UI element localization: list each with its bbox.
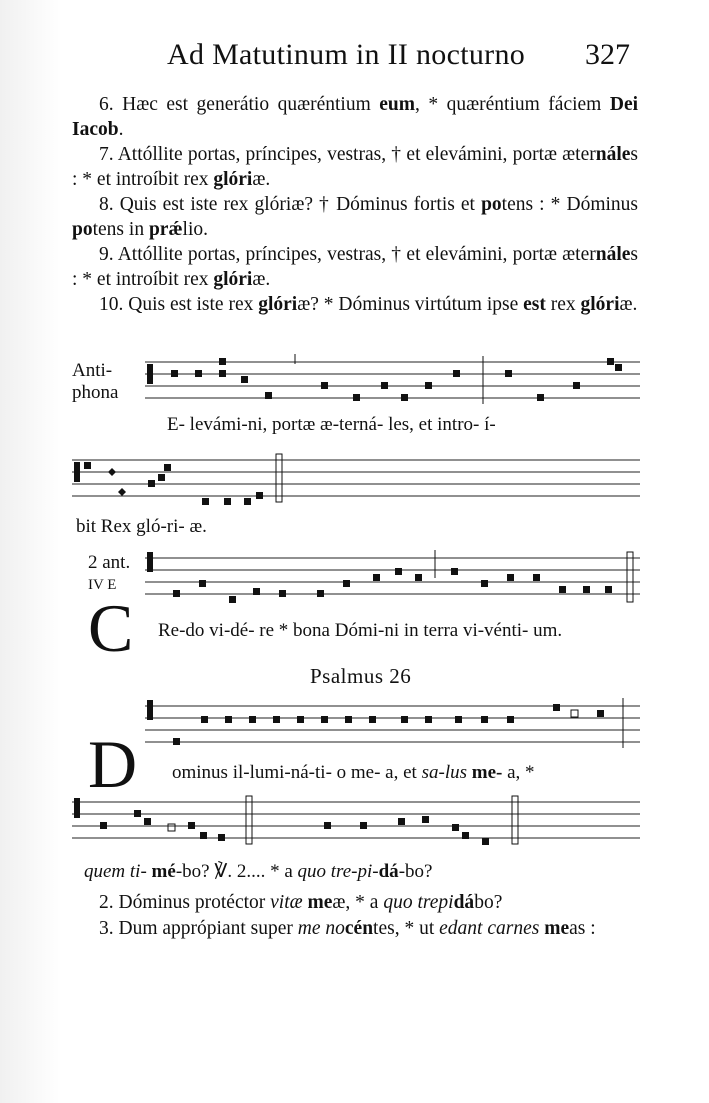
antiphon2-initial: C [88,590,134,666]
verse-number: 3. [99,918,119,939]
psalm-lyrics-line2-c: -bo? ℣. 2.... * a [175,861,298,882]
verse-text: Dóminus protéctor [118,892,271,913]
verse-text: rex [545,294,581,315]
verse-text: dá [453,892,475,913]
page-title: Ad Matutinum in II nocturno [167,38,526,71]
verse-text: glóri [258,294,298,315]
verse-text: vitæ [270,892,303,913]
verse-text: Attóllite portas, príncipes, vestras, † et elevámini, portæ æter [117,244,596,265]
psalm-title: Psalmus 26 [310,664,412,688]
verse-number: 8. [99,194,120,215]
antiphon-label [72,360,118,404]
antiphon-label-line2: phona [72,382,119,403]
verse-text: . [118,119,124,140]
verse-text: cén [344,918,374,939]
verse-text: tens in [92,219,149,240]
psalm-initial: D [88,726,138,802]
verse-7 [72,142,638,192]
verse-text: glóri [580,294,620,315]
chant-staff-antiphon2 [145,548,640,612]
page-number: 327 [585,38,630,71]
verse-3 [72,916,638,942]
psalm-lyrics-line1-c: me- [467,762,503,783]
verse-text: tens : * Dóminus [501,194,638,215]
psalm-lyrics-line2-a: quem ti- [84,861,147,882]
verse-text: quo trepi [383,892,454,913]
verse-text: s : * et introíbit rex [72,144,638,190]
verse-text: po [481,194,502,215]
psalm-lyrics-line1-a: ominus il-lumi-ná-ti- o me- a, et [172,762,422,783]
verse-text: s : * et introíbit rex [72,244,638,290]
verse-number: 10. [99,294,129,315]
psalm-lyrics-line2-b: mé [151,861,176,882]
verse-2 [72,890,638,916]
verse-text: glóri [213,169,253,190]
verse-text: tes, * ut [373,918,440,939]
verse-text: as : [569,918,596,939]
psalm-lyrics-line2-f: -bo? [398,861,433,882]
verse-8 [72,192,638,242]
verse-number: 9. [99,244,118,265]
verse-text: po [72,219,93,240]
psalm-lyrics-line2-e: dá [378,861,399,882]
running-header [0,38,709,78]
verse-text: Hæc est generátio quæréntium [122,94,380,115]
verse-text: est [523,294,546,315]
chant-staff-psalm-line1 [145,698,640,758]
verse-text: Quis est iste rex glóriæ? † Dóminus fortis et [119,194,482,215]
verse-6 [72,92,638,142]
verse-text: me no [297,918,345,939]
verse-number: 2. [99,892,119,913]
verse-text: æ, * a [332,892,384,913]
verse-text: me [544,918,570,939]
verse-text: nále [595,244,631,265]
psalm-lyrics-line2-d: quo tre-pi- [297,861,379,882]
psalm-lyrics-line1 [172,762,535,784]
verse-text: prǽ [148,219,183,240]
verse-number: 6. [99,94,123,115]
psalm-lyrics-line2 [84,860,432,883]
verse-text: æ. [252,269,271,290]
verse-text: , * quæréntium fáciem [415,94,610,115]
antiphon2-mode: IV E [88,577,117,593]
verse-text: nále [595,144,631,165]
verse-text: glóri [213,269,253,290]
verse-text: edant carnes [439,918,545,939]
chant-staff-psalm-line2 [72,794,640,854]
antiphon1-lyrics-line1: E- levámi-ni, portæ æ-terná- les, et intro- í- [167,414,496,435]
verse-text: æ. [619,294,638,315]
antiphon2-label-line1: 2 ant. [88,552,131,573]
chant-staff-antiphon1-line2 [72,452,640,512]
verse-text: Dum apprópiant super [118,918,298,939]
verse-text: Attóllite portas, príncipes, vestras, † et elevámini, portæ æter [117,144,596,165]
psalm-verses-top [72,92,638,317]
antiphon-label-line1: Anti- [72,360,113,381]
antiphon2-lyrics: Re-do vi-dé- re * bona Dómi-ni in terra vi-vénti- um. [158,620,563,641]
psalm-lyrics-line1-d: a, * [502,762,535,783]
verse-text: me [307,892,333,913]
chant-staff-antiphon1-line1 [145,354,640,414]
psalm-verses-bottom [72,890,638,942]
verse-text: æ. [252,169,271,190]
verse-text: Dei Iacob [72,94,639,140]
verse-text: æ? * Dóminus virtútum ipse [297,294,524,315]
verse-9 [72,242,638,292]
psalm-lyrics-line1-b: sa-lus [421,762,467,783]
verse-text: eum [379,94,416,115]
antiphon1-lyrics-line2: bit Rex gló-ri- æ. [76,516,207,537]
verse-number: 7. [99,144,118,165]
verse-text: lio. [182,219,209,240]
verse-10 [72,292,638,317]
verse-text: Quis est iste rex [128,294,259,315]
verse-text: bo? [474,892,503,913]
